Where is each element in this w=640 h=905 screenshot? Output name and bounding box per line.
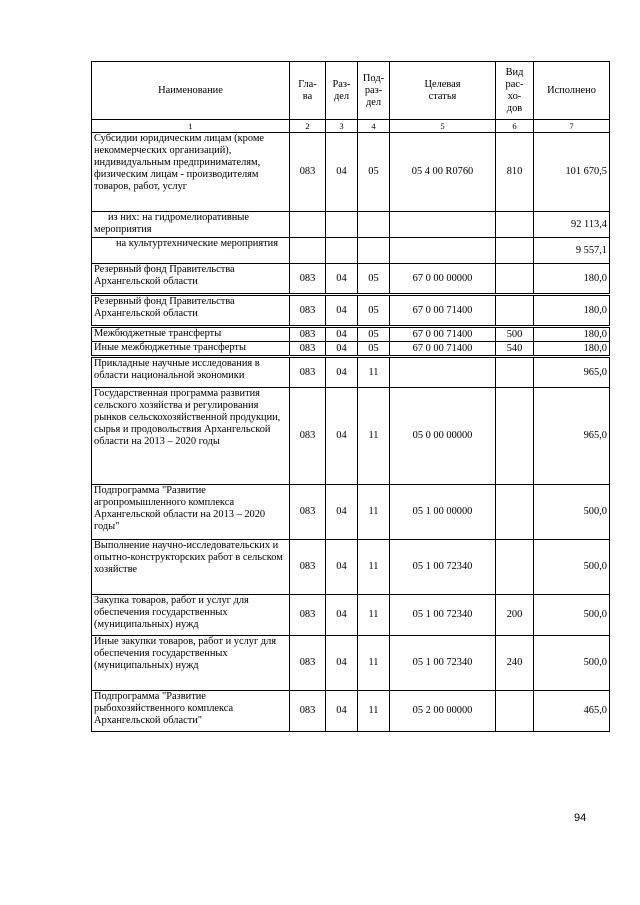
row-statya: 05 2 00 00000 bbox=[390, 691, 496, 732]
row-statya: 05 1 00 72340 bbox=[390, 636, 496, 691]
row-vid bbox=[496, 212, 534, 238]
row-statya: 05 0 00 00000 bbox=[390, 388, 496, 485]
column-number: 1 bbox=[92, 120, 290, 133]
row-name: Государственная программа развития сельского хозяйства и регулирования рынков сельскохозяйственной продукции, сырья и продовольствия Архангельской области на 2013 – 2020 годы bbox=[92, 388, 290, 485]
row-razdel: 04 bbox=[326, 328, 358, 342]
row-glava: 083 bbox=[290, 296, 326, 326]
row-vid bbox=[496, 691, 534, 732]
row-glava: 083 bbox=[290, 540, 326, 595]
row-podrazdel: 11 bbox=[358, 358, 390, 388]
row-amount: 500,0 bbox=[534, 595, 610, 636]
row-amount: 101 670,5 bbox=[534, 133, 610, 212]
row-vid bbox=[496, 358, 534, 388]
column-number: 4 bbox=[358, 120, 390, 133]
row-amount: 9 557,1 bbox=[534, 238, 610, 264]
column-number: 3 bbox=[326, 120, 358, 133]
header-name: Наименование bbox=[92, 62, 290, 120]
row-name: Резервный фонд Правительства Архангельской области bbox=[92, 296, 290, 326]
table-row bbox=[92, 212, 610, 238]
row-glava: 083 bbox=[290, 636, 326, 691]
row-statya: 67 0 00 71400 bbox=[390, 296, 496, 326]
table-row bbox=[92, 238, 610, 264]
row-glava: 083 bbox=[290, 342, 326, 356]
row-statya: 05 1 00 72340 bbox=[390, 595, 496, 636]
table-row bbox=[92, 485, 610, 540]
row-statya bbox=[390, 358, 496, 388]
budget-table bbox=[91, 61, 610, 732]
row-amount: 965,0 bbox=[534, 388, 610, 485]
row-podrazdel: 11 bbox=[358, 691, 390, 732]
row-vid bbox=[496, 296, 534, 326]
row-statya: 05 1 00 72340 bbox=[390, 540, 496, 595]
table-row bbox=[92, 595, 610, 636]
column-number: 7 bbox=[534, 120, 610, 133]
row-razdel: 04 bbox=[326, 540, 358, 595]
row-amount: 180,0 bbox=[534, 264, 610, 294]
table-row bbox=[92, 342, 610, 356]
row-razdel bbox=[326, 238, 358, 264]
row-razdel: 04 bbox=[326, 296, 358, 326]
row-razdel: 04 bbox=[326, 133, 358, 212]
row-razdel: 04 bbox=[326, 264, 358, 294]
row-podrazdel: 05 bbox=[358, 296, 390, 326]
row-name: Резервный фонд Правительства Архангельской области bbox=[92, 264, 290, 294]
row-glava bbox=[290, 212, 326, 238]
row-statya: 67 0 00 71400 bbox=[390, 328, 496, 342]
row-name: Выполнение научно-исследовательских и опытно-конструкторских работ в сельском хозяйстве bbox=[92, 540, 290, 595]
row-glava: 083 bbox=[290, 388, 326, 485]
row-vid bbox=[496, 388, 534, 485]
row-amount: 500,0 bbox=[534, 485, 610, 540]
row-razdel: 04 bbox=[326, 636, 358, 691]
row-name: Подпрограмма "Развитие рыбохозяйственного комплекса Архангельской области" bbox=[92, 691, 290, 732]
row-podrazdel: 11 bbox=[358, 636, 390, 691]
row-podrazdel: 11 bbox=[358, 388, 390, 485]
row-vid bbox=[496, 264, 534, 294]
row-podrazdel: 11 bbox=[358, 540, 390, 595]
row-statya: 05 4 00 R0760 bbox=[390, 133, 496, 212]
page-number: 94 bbox=[574, 812, 587, 824]
header-glava: Гла- ва bbox=[290, 62, 326, 120]
row-glava bbox=[290, 238, 326, 264]
row-razdel: 04 bbox=[326, 691, 358, 732]
row-glava: 083 bbox=[290, 328, 326, 342]
row-amount: 500,0 bbox=[534, 636, 610, 691]
column-numbers-row bbox=[92, 120, 610, 133]
row-name: Подпрограмма "Развитие агропромышленного комплекса Архангельской области на 2013 – 2020 годы" bbox=[92, 485, 290, 540]
column-number: 2 bbox=[290, 120, 326, 133]
table-row bbox=[92, 264, 610, 294]
row-podrazdel: 11 bbox=[358, 485, 390, 540]
row-razdel: 04 bbox=[326, 358, 358, 388]
row-amount: 500,0 bbox=[534, 540, 610, 595]
row-amount: 180,0 bbox=[534, 342, 610, 356]
table-row bbox=[92, 540, 610, 595]
table-row bbox=[92, 636, 610, 691]
row-vid bbox=[496, 485, 534, 540]
row-razdel bbox=[326, 212, 358, 238]
row-razdel: 04 bbox=[326, 485, 358, 540]
row-vid: 540 bbox=[496, 342, 534, 356]
row-podrazdel: 05 bbox=[358, 342, 390, 356]
header-vid: Вид рас- хо- дов bbox=[496, 62, 534, 120]
header-row bbox=[92, 62, 610, 120]
row-vid bbox=[496, 540, 534, 595]
row-podrazdel: 11 bbox=[358, 595, 390, 636]
row-glava: 083 bbox=[290, 485, 326, 540]
row-glava: 083 bbox=[290, 595, 326, 636]
row-statya bbox=[390, 212, 496, 238]
header-ispolneno: Исполнено bbox=[534, 62, 610, 120]
row-razdel: 04 bbox=[326, 342, 358, 356]
row-vid: 200 bbox=[496, 595, 534, 636]
row-statya bbox=[390, 238, 496, 264]
row-name: на культуртехнические мероприятия bbox=[92, 238, 290, 264]
row-name: Закупка товаров, работ и услуг для обеспечения государственных (муниципальных) нужд bbox=[92, 595, 290, 636]
row-statya: 05 1 00 00000 bbox=[390, 485, 496, 540]
row-glava: 083 bbox=[290, 133, 326, 212]
row-amount: 965,0 bbox=[534, 358, 610, 388]
row-name: Субсидии юридическим лицам (кроме некоммерческих организаций), индивидуальным предпринимателям, физическим лицам - производителям товаров, работ, услуг bbox=[92, 133, 290, 212]
row-vid: 500 bbox=[496, 328, 534, 342]
row-vid bbox=[496, 238, 534, 264]
header-statya: Целевая статья bbox=[390, 62, 496, 120]
row-podrazdel: 05 bbox=[358, 328, 390, 342]
row-name: Иные межбюджетные трансферты bbox=[92, 342, 290, 356]
row-vid: 810 bbox=[496, 133, 534, 212]
table-row bbox=[92, 133, 610, 212]
table-row bbox=[92, 358, 610, 388]
row-statya: 67 0 00 71400 bbox=[390, 342, 496, 356]
row-vid: 240 bbox=[496, 636, 534, 691]
row-razdel: 04 bbox=[326, 388, 358, 485]
row-amount: 180,0 bbox=[534, 296, 610, 326]
row-podrazdel: 05 bbox=[358, 133, 390, 212]
row-name: Иные закупки товаров, работ и услуг для обеспечения государственных (муниципальных) нужд bbox=[92, 636, 290, 691]
column-number: 5 bbox=[390, 120, 496, 133]
column-number: 6 bbox=[496, 120, 534, 133]
row-name: из них: на гидромелиоративные мероприятия bbox=[92, 212, 290, 238]
table-row bbox=[92, 296, 610, 326]
row-glava: 083 bbox=[290, 358, 326, 388]
table-row bbox=[92, 388, 610, 485]
header-razdel: Раз- дел bbox=[326, 62, 358, 120]
table-row bbox=[92, 691, 610, 732]
row-amount: 180,0 bbox=[534, 328, 610, 342]
header-podrazdel: Под- раз- дел bbox=[358, 62, 390, 120]
row-podrazdel bbox=[358, 238, 390, 264]
row-name: Межбюджетные трансферты bbox=[92, 328, 290, 342]
row-statya: 67 0 00 00000 bbox=[390, 264, 496, 294]
row-glava: 083 bbox=[290, 264, 326, 294]
row-glava: 083 bbox=[290, 691, 326, 732]
row-amount: 465,0 bbox=[534, 691, 610, 732]
table-row bbox=[92, 328, 610, 342]
row-name: Прикладные научные исследования в области национальной экономики bbox=[92, 358, 290, 388]
row-podrazdel bbox=[358, 212, 390, 238]
row-razdel: 04 bbox=[326, 595, 358, 636]
row-podrazdel: 05 bbox=[358, 264, 390, 294]
row-amount: 92 113,4 bbox=[534, 212, 610, 238]
